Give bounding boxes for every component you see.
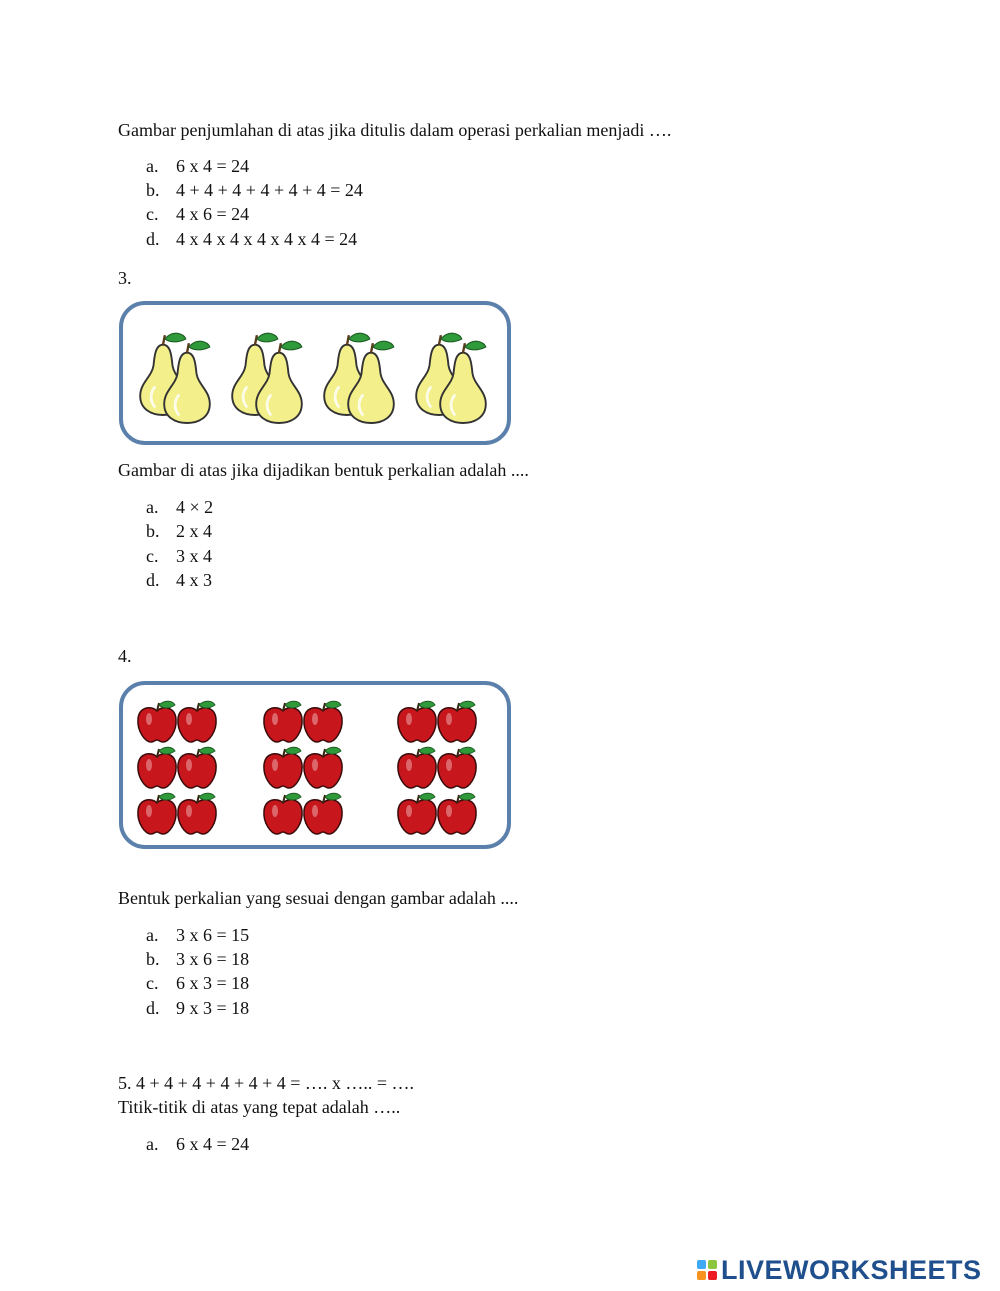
q3-prompt: Gambar di atas jika dijadikan bentuk perkalian adalah .... — [118, 460, 529, 480]
apple-icon — [264, 701, 302, 742]
apple-group — [264, 701, 342, 834]
q2-option-b[interactable] — [146, 179, 363, 201]
apple-icon — [304, 701, 342, 742]
apple-icon — [438, 701, 476, 742]
option-text: 3 x 6 = 15 — [176, 925, 250, 945]
option-text: 4 x 4 x 4 x 4 x 4 x 4 = 24 — [176, 229, 358, 249]
q3-option-c[interactable] — [146, 545, 212, 567]
apple-icon — [138, 747, 176, 788]
apple-icon — [138, 793, 176, 834]
brand-square-icon — [708, 1260, 717, 1269]
q3-option-b[interactable] — [146, 520, 212, 542]
q2-prompt: Gambar penjumlahan di atas jika ditulis dalam operasi perkalian menjadi …. — [118, 120, 672, 140]
option-letter: d. — [146, 998, 160, 1018]
option-letter: a. — [146, 156, 159, 176]
option-text: 4 x 6 = 24 — [176, 204, 250, 224]
option-letter: c. — [146, 204, 159, 224]
option-text: 2 x 4 — [176, 521, 212, 541]
brand-square-icon — [708, 1271, 717, 1280]
q3-option-d[interactable] — [146, 569, 212, 591]
brand-square-icon — [697, 1271, 706, 1280]
apple-illustration — [123, 685, 507, 845]
option-letter: a. — [146, 497, 159, 517]
option-text: 4 x 3 — [176, 570, 212, 590]
apple-icon — [138, 701, 176, 742]
apple-icon — [178, 701, 216, 742]
option-letter: b. — [146, 521, 160, 541]
apple-group — [138, 701, 216, 834]
brand-mark-icon — [697, 1260, 717, 1280]
apple-icon — [398, 793, 436, 834]
option-letter: d. — [146, 570, 160, 590]
q4-option-a[interactable] — [146, 924, 249, 946]
pear-group — [416, 333, 486, 423]
option-text: 4 × 2 — [176, 497, 214, 517]
option-text: 6 x 4 = 24 — [176, 1134, 250, 1154]
liveworksheets-logo[interactable] — [697, 1254, 982, 1286]
pear-group — [232, 333, 302, 423]
q4-option-d[interactable] — [146, 997, 249, 1019]
option-text: 9 x 3 = 18 — [176, 998, 250, 1018]
q5-prompt: Titik-titik di atas yang tepat adalah ….. — [118, 1097, 401, 1117]
q5-option-a[interactable] — [146, 1133, 249, 1155]
apple-icon — [438, 793, 476, 834]
pear-illustration — [123, 305, 507, 441]
apple-icon — [178, 747, 216, 788]
q4-option-b[interactable] — [146, 948, 249, 970]
brand-square-icon — [697, 1260, 706, 1269]
apple-group — [398, 701, 476, 834]
pear-group — [324, 333, 394, 423]
q2-option-a[interactable] — [146, 155, 249, 177]
apple-icon — [304, 793, 342, 834]
option-letter: a. — [146, 925, 159, 945]
option-text: 3 x 6 = 18 — [176, 949, 250, 969]
q3-pear-image — [119, 301, 511, 445]
brand-text: LIVEWORKSHEETS — [721, 1254, 982, 1285]
q3-number: 3. — [118, 268, 132, 288]
apple-icon — [438, 747, 476, 788]
option-text: 6 x 3 = 18 — [176, 973, 250, 993]
q3-option-a[interactable] — [146, 496, 213, 518]
option-letter: c. — [146, 546, 159, 566]
q2-option-c[interactable] — [146, 203, 249, 225]
apple-icon — [398, 701, 436, 742]
option-letter: b. — [146, 949, 160, 969]
option-text: 3 x 4 — [176, 546, 212, 566]
q2-option-d[interactable] — [146, 228, 357, 250]
apple-icon — [304, 747, 342, 788]
apple-icon — [264, 793, 302, 834]
option-text: 4 + 4 + 4 + 4 + 4 + 4 = 24 — [176, 180, 363, 200]
q4-apple-image — [119, 681, 511, 849]
option-letter: c. — [146, 973, 159, 993]
q4-number: 4. — [118, 646, 132, 666]
pear-group — [140, 333, 210, 423]
option-text: 6 x 4 = 24 — [176, 156, 250, 176]
option-letter: d. — [146, 229, 160, 249]
apple-icon — [264, 747, 302, 788]
q4-option-c[interactable] — [146, 972, 249, 994]
option-letter: a. — [146, 1134, 159, 1154]
option-letter: b. — [146, 180, 160, 200]
q5-equation: 5. 4 + 4 + 4 + 4 + 4 + 4 = …. x ….. = …. — [118, 1073, 415, 1093]
q4-prompt: Bentuk perkalian yang sesuai dengan gambar adalah .... — [118, 888, 519, 908]
apple-icon — [178, 793, 216, 834]
apple-icon — [398, 747, 436, 788]
